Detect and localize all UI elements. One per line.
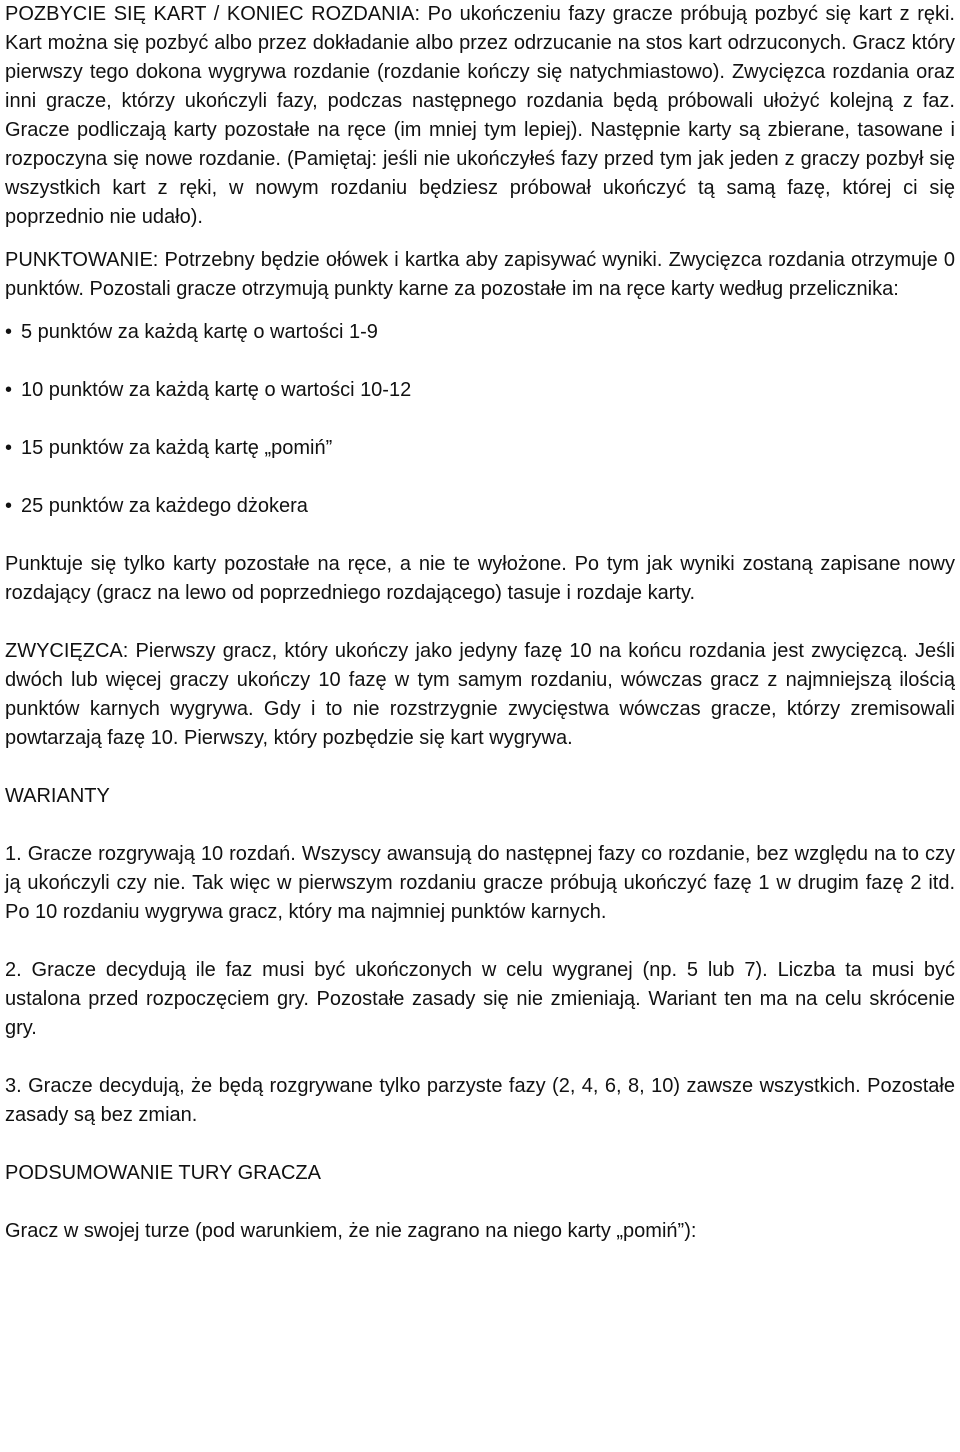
spacer <box>5 1188 955 1217</box>
list-item <box>5 434 955 463</box>
summary-paragraph: Gracz w swojej turze (pod warunkiem, że nie zagrano na niego karty „pomiń”): <box>5 1220 697 1242</box>
scoring-list <box>5 318 955 521</box>
variant-2: 2. Gracze decydują ile faz musi być ukończonych w celu wygranej (np. 5 lub 7). Liczba ta musi być ustalona przed rozpoczęciem gry. Pozostałe zasady się nie zmieniają. Wariant ten ma na celu skrócenie gry. <box>5 959 955 1039</box>
bullet-icon: • <box>5 495 13 517</box>
spacer <box>5 1130 955 1159</box>
spacer <box>5 232 955 246</box>
paragraph-end-of-round: POZBYCIE SIĘ KART / KONIEC ROZDANIA: Po ukończeniu fazy gracze próbują pozbyć się kart z ręki. Kart można się pozbyć albo przez dokładanie albo przez odrzucanie na stos kart odrzuconych. Gracz który pierwszy tego dokona wygrywa rozdanie (rozdanie kończy się natychmiastowo). Zwycięzca rozdania oraz inni gracze, którzy ukończyli fazy, podczas następnego rozdania będą próbowali ułożyć kolejną z faz. Gracze podliczają karty pozostałe na ręce (im mniej tym lepiej). Następnie karty są zbierane, tasowane i rozpoczyna się nowe rozdanie. (Pamiętaj: jeśli nie ukończyłeś fazy przed tym jak jeden z graczy pozbył się wszystkich kart z ręki, w nowym rozdaniu będziesz próbował ukończyć tą samą fazę, której ci się poprzednio nie udało). <box>5 3 955 228</box>
spacer <box>5 608 955 637</box>
list-item <box>5 376 955 405</box>
list-item-text: 25 punktów za każdego dżokera <box>21 495 308 517</box>
bullet-icon: • <box>5 437 13 459</box>
bullet-icon: • <box>5 321 13 343</box>
bullet-icon: • <box>5 379 13 401</box>
list-item-text: 10 punktów za każdą kartę o wartości 10-12 <box>21 379 412 401</box>
paragraph-scoring: PUNKTOWANIE: Potrzebny będzie ołówek i kartka aby zapisywać wyniki. Zwycięzca rozdania otrzymuje 0 punktów. Pozostali gracze otrzymują punkty karne za pozostałe im na ręce karty według przelicznika: <box>5 249 955 300</box>
variant-1: 1. Gracze rozgrywają 10 rozdań. Wszyscy awansują do następnej fazy co rozdanie, bez względu na to czy ją ukończyli czy nie. Tak więc w pierwszym rozdaniu gracze próbują ukończyć fazę 1 w drugim fazę 2 itd. Po 10 rozdaniu wygrywa gracz, który ma najmniej punktów karnych. <box>5 843 955 923</box>
list-item <box>5 318 955 347</box>
spacer <box>5 753 955 782</box>
spacer <box>5 304 955 318</box>
variants-heading: WARIANTY <box>5 785 110 807</box>
list-item-text: 5 punktów za każdą kartę o wartości 1-9 <box>21 321 378 343</box>
list-item-text: 15 punktów za każdą kartę „pomiń” <box>21 437 333 459</box>
paragraph-scoring-notes: Punktuje się tylko karty pozostałe na ręce, a nie te wyłożone. Po tym jak wyniki zostaną zapisane nowy rozdający (gracz na lewo od poprzedniego rozdającego) tasuje i rozdaje karty. <box>5 553 955 604</box>
list-item <box>5 492 955 521</box>
spacer <box>5 811 955 840</box>
variant-3: 3. Gracze decydują, że będą rozgrywane tylko parzyste fazy (2, 4, 6, 8, 10) zawsze wszystkich. Pozostałe zasady są bez zmian. <box>5 1075 955 1126</box>
paragraph-winner: ZWYCIĘZCA: Pierwszy gracz, który ukończy jako jedyny fazę 10 na końcu rozdania jest zwycięzcą. Jeśli dwóch lub więcej graczy ukończy 10 fazę w tym samym rozdaniu, wówczas gracz z najmniejszą ilością punktów karnych wygrywa. Gdy i to nie rozstrzygnie zwycięstwa wówczas gracze, którzy zremisowali powtarzają fazę 10. Pierwszy, który pozbędzie się kart wygrywa. <box>5 640 955 749</box>
spacer <box>5 1043 955 1072</box>
spacer <box>5 927 955 956</box>
summary-heading: PODSUMOWANIE TURY GRACZA <box>5 1162 321 1184</box>
